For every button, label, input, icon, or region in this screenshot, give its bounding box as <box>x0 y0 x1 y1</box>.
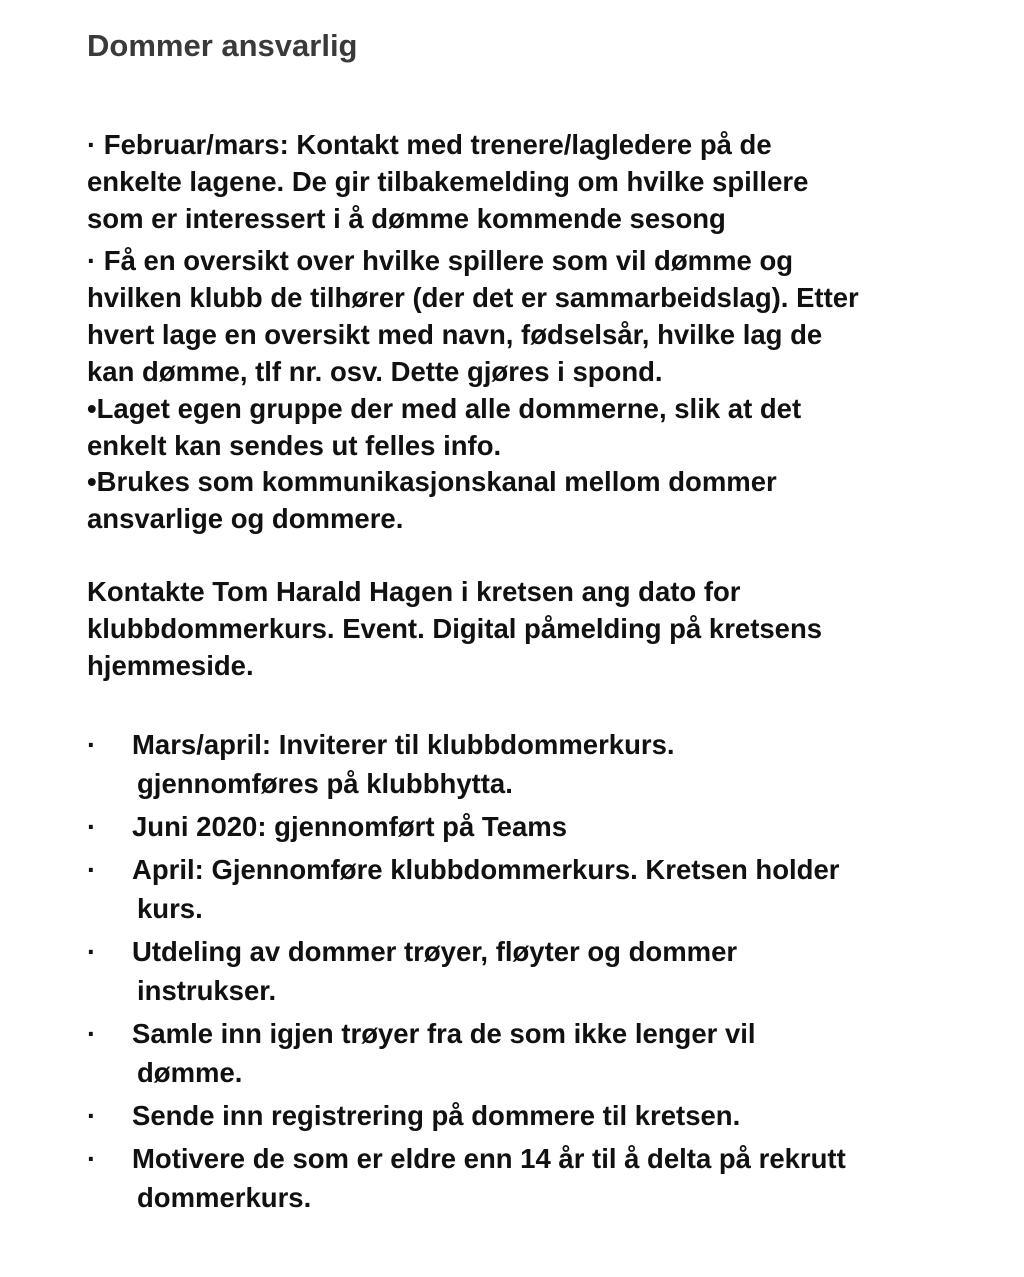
paragraph-line: •Brukes som kommunikasjonskanal mellom dommer <box>87 466 777 497</box>
paragraph-line: kan dømme, tlf nr. osv. Dette gjøres i spond. <box>87 356 663 387</box>
task-list <box>87 725 967 1217</box>
paragraph-line: hvilken klubb de tilhører (der det er sammarbeidslag). Etter <box>87 282 859 313</box>
list-item <box>87 725 967 803</box>
paragraph-line: hjemmeside. <box>87 650 254 681</box>
bullet-icon: · <box>87 936 97 967</box>
list-item <box>87 1139 967 1217</box>
list-item-text: Utdeling av dommer trøyer, fløyter og dommer <box>132 936 738 967</box>
paragraph-line: · Få en oversikt over hvilke spillere som vil dømme og <box>87 245 794 276</box>
paragraph-gruppe <box>87 390 967 464</box>
bullet-icon: · <box>87 811 97 842</box>
paragraph-line: Kontakte Tom Harald Hagen i kretsen ang dato for <box>87 576 741 607</box>
page-title: Dommer ansvarlig <box>87 28 358 63</box>
paragraph-line: hvert lage en oversikt med navn, fødselsår, hvilke lag de <box>87 319 823 350</box>
list-item-text: Mars/april: Inviterer til klubbdommerkurs. <box>132 729 675 760</box>
list-item-text: Sende inn registrering på dommere til kretsen. <box>132 1100 741 1131</box>
paragraph-line: som er interessert i å dømme kommende sesong <box>87 203 726 234</box>
list-item <box>87 932 967 1010</box>
bullet-icon: · <box>87 1100 97 1131</box>
bullet-icon: · <box>87 1018 97 1049</box>
list-item-text: Motivere de som er eldre enn 14 år til å delta på rekrutt <box>132 1143 846 1174</box>
list-item-continuation: kurs. <box>137 893 203 924</box>
list-item <box>87 1096 967 1135</box>
paragraph-kontakte-kretsen <box>87 573 967 684</box>
bullet-icon: · <box>87 854 97 885</box>
paragraph-kommunikasjon <box>87 463 967 537</box>
list-item-text: Juni 2020: gjennomført på Teams <box>132 811 568 842</box>
list-item <box>87 1014 967 1092</box>
paragraph-line: enkelte lagene. De gir tilbakemelding om hvilke spillere <box>87 166 809 197</box>
paragraph-line: · Februar/mars: Kontakt med trenere/lagledere på de <box>87 129 772 160</box>
list-item <box>87 850 967 928</box>
paragraph-line: enkelt kan sendes ut felles info. <box>87 430 502 461</box>
list-item-continuation: instrukser. <box>137 975 277 1006</box>
list-item-continuation: dømme. <box>137 1057 243 1088</box>
bullet-icon: · <box>87 729 97 760</box>
list-item <box>87 807 967 846</box>
list-item-continuation: gjennomføres på klubbhytta. <box>137 768 513 799</box>
paragraph-oversikt <box>87 242 967 390</box>
list-item-text: Samle inn igjen trøyer fra de som ikke lenger vil <box>132 1018 756 1049</box>
paragraph-line: ansvarlige og dommere. <box>87 503 404 534</box>
paragraph-februar-mars <box>87 126 967 237</box>
paragraph-line: klubbdommerkurs. Event. Digital påmelding på kretsens <box>87 613 823 644</box>
bullet-icon: · <box>87 1143 97 1174</box>
list-item-continuation: dommerkurs. <box>137 1182 312 1213</box>
list-item-text: April: Gjennomføre klubbdommerkurs. Kretsen holder <box>132 854 840 885</box>
paragraph-line: •Laget egen gruppe der med alle dommerne, slik at det <box>87 393 802 424</box>
